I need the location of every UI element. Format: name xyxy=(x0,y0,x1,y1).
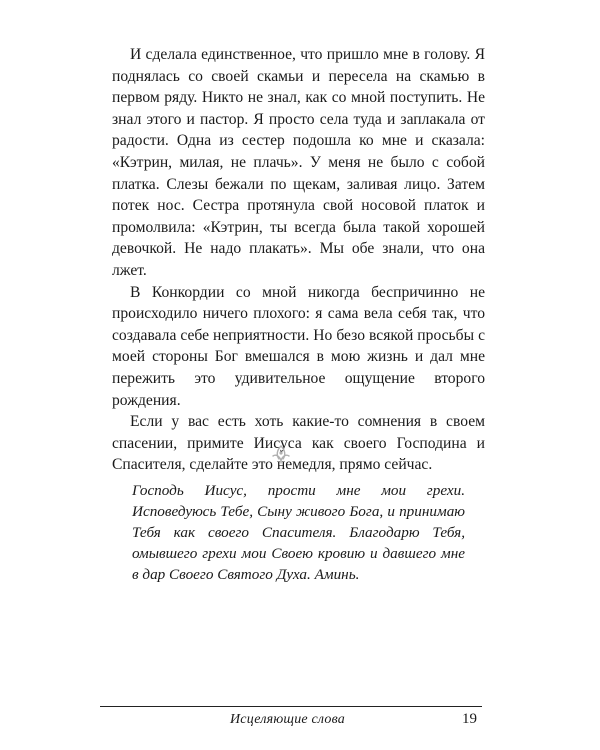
page-number: 19 xyxy=(462,711,477,727)
prayer-text: Господь Иисус, прости мне мои грехи. Исповедуюсь Тебе, Сыну живого Бога, и принимаю Тебя как своего Спасителя. Благодарю Тебя, омывшего грехи мои Своею кровию и давшего мне в дар Своего Святого Духа. Аминь. xyxy=(132,482,465,583)
fleuron-ornament-icon xyxy=(270,444,292,464)
paragraph-3: Если у вас есть хоть какие-то сомнения в своем спасении, примите Иисуса как своего Господина и Спасителя, сделайте это немедля, прямо сейчас. xyxy=(112,413,485,474)
footer-divider xyxy=(100,706,482,707)
paragraph-2: В Конкордии со мной никогда беспричинно не происходило ничего плохого: я сама вела себя так, что создавала себе неприятности. Но безо всякой просьбы с моей стороны Бог вмешался в мою жизнь и дал мне пережить это удивительное ощущение второго рождения. xyxy=(112,283,485,409)
main-text xyxy=(112,44,485,476)
footer-book-title: Исцеляющие слова xyxy=(230,712,345,727)
paragraph-1: И сделала единственное, что пришло мне в голову. Я поднялась со своей скамьи и пересела на скамью в первом ряду. Никто не знал, как со мной поступить. Не знал этого и пастор. Я просто села туда и заплакала от радости. Одна из сестер подошла ко мне и сказала: «Кэтрин, милая, не плачь». У меня не было с собой платка. Слезы бежали по щекам, заливая лицо. Затем потек нос. Сестра протянула свой носовой платок и промолвила: «Кэтрин, ты всегда была такой хорошей девочкой. Не надо плакать». Мы обе знали, что она лжет. xyxy=(112,46,485,279)
